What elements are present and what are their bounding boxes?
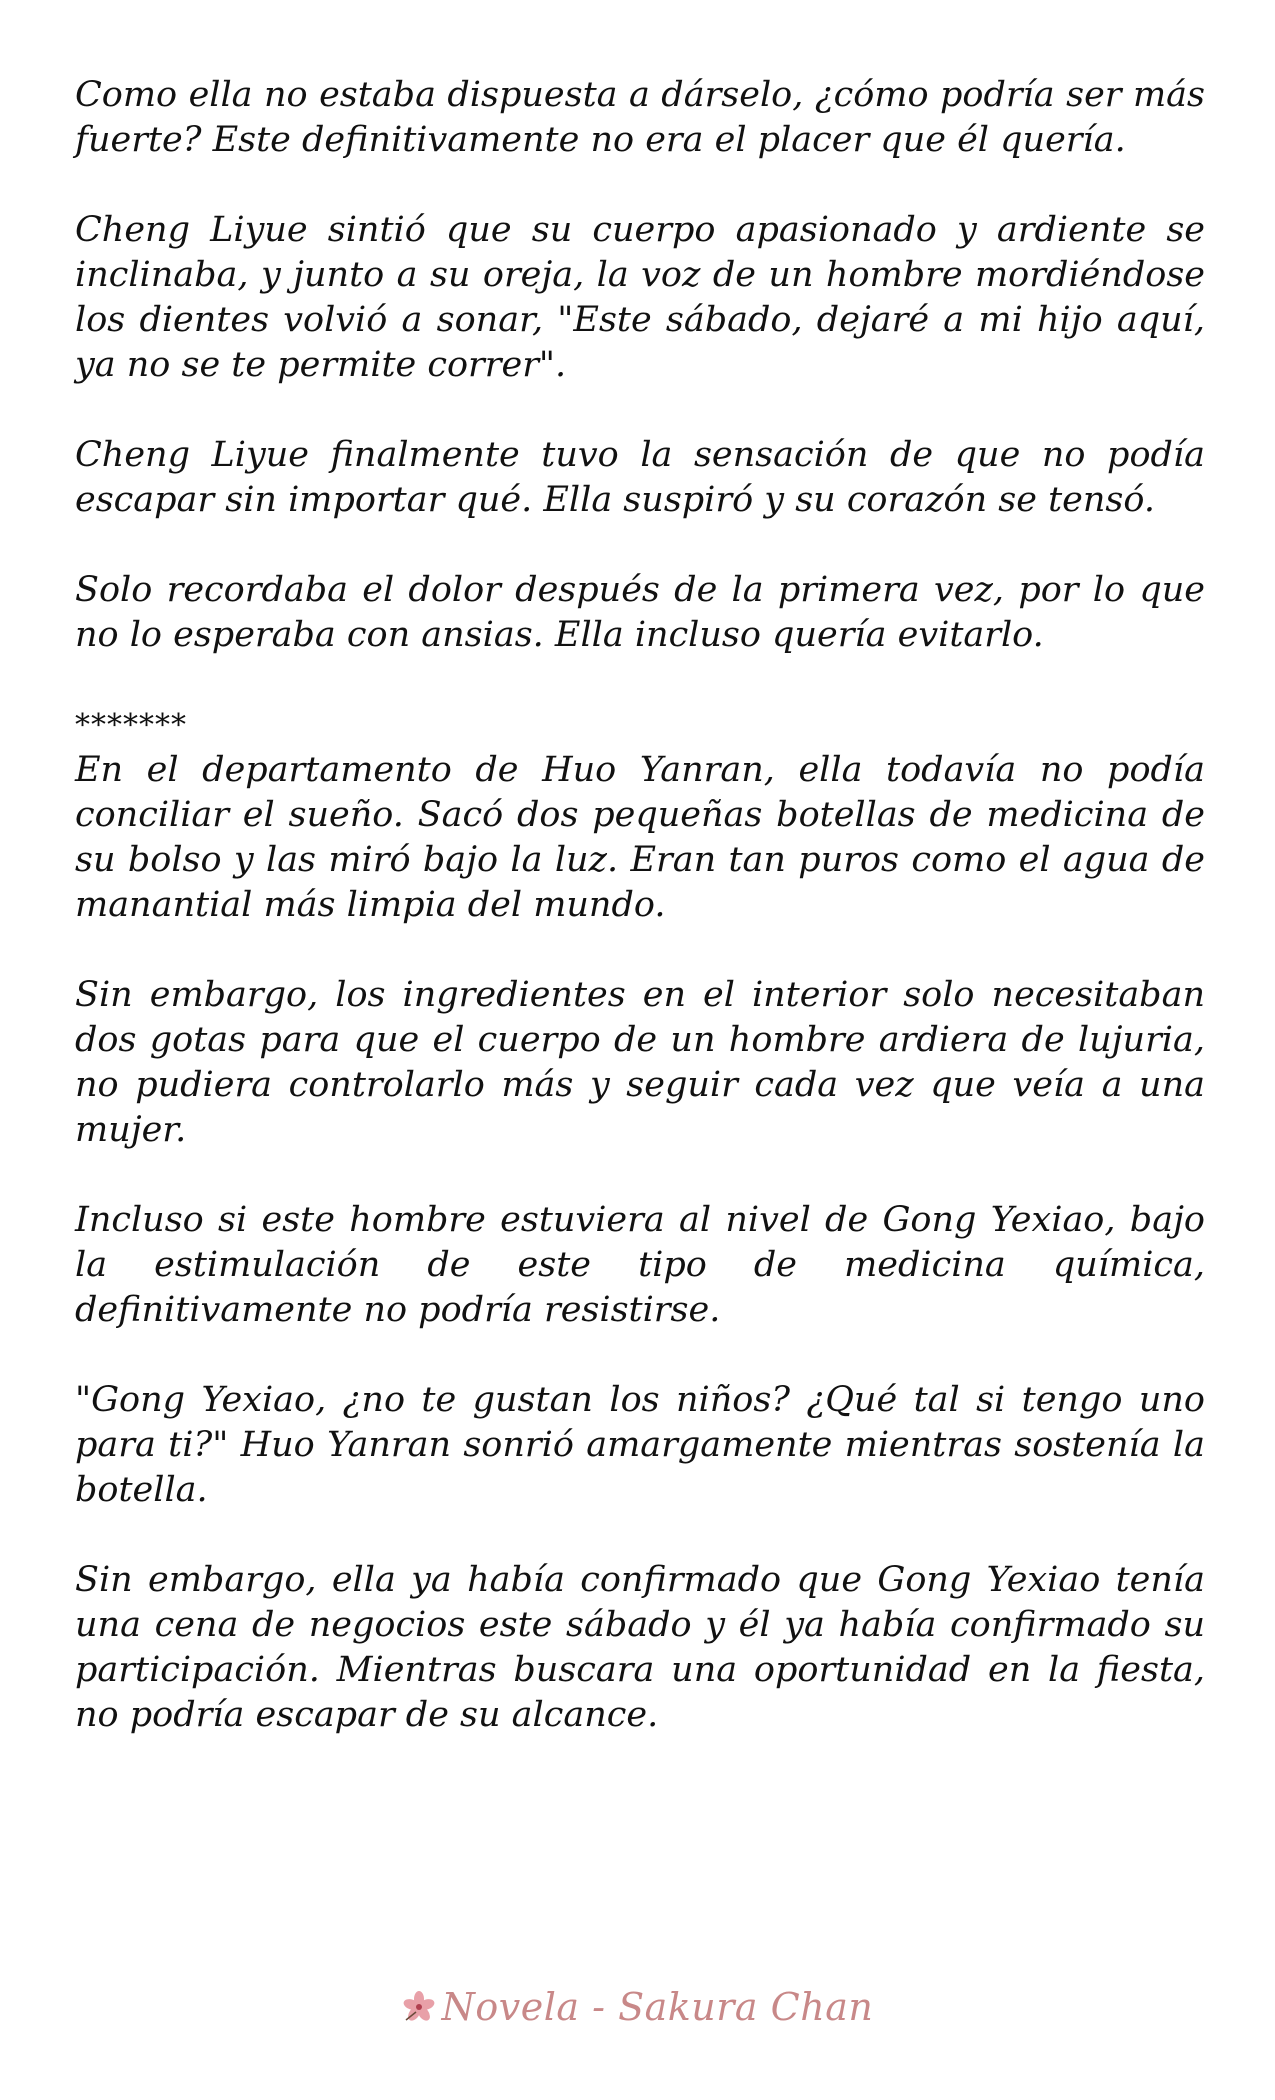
paragraph-4: Solo recordaba el dolor después de la primera vez, por lo que no lo esperaba con ansias. Ella incluso quería evitarlo. — [75, 570, 1205, 655]
story-text — [75, 73, 1205, 1783]
sakura-flower-icon — [402, 1989, 436, 2023]
paragraph-3: Cheng Liyue finalmente tuvo la sensación de que no podía escapar sin importar qué. Ella suspiró y su corazón se tensó. — [75, 435, 1205, 520]
paragraph-6: Sin embargo, los ingredientes en el interior solo necesitaban dos gotas para que el cuerpo de un hombre ardiera de lujuria, no pudiera controlarlo más y seguir cada vez que veía a una mujer. — [75, 975, 1205, 1150]
scene-separator: ******* — [75, 708, 187, 743]
paragraph-5: En el departamento de Huo Yanran, ella todavía no podía conciliar el sueño. Sacó dos pequeñas botellas de medicina de su bolso y las miró bajo la luz. Eran tan puros como el agua de manantial más limpia del mundo. — [75, 750, 1205, 925]
paragraph-2: Cheng Liyue sintió que su cuerpo apasionado y ardiente se inclinaba, y junto a su oreja, la voz de un hombre mordiéndose los dientes volvió a sonar, "Este sábado, dejaré a mi hijo aquí, ya no se te permite correr". — [75, 210, 1205, 385]
paragraph-8: "Gong Yexiao, ¿no te gustan los niños? ¿Qué tal si tengo uno para ti?" Huo Yanran sonrió amargamente mientras sostenía la botella. — [75, 1380, 1205, 1510]
watermark-text: Novela - Sakura Chan — [441, 1985, 874, 2029]
paragraph-9: Sin embargo, ella ya había confirmado que Gong Yexiao tenía una cena de negocios este sábado y él ya había confirmado su participación. Mientras buscara una oportunidad en la fiesta, no podría escapar de su alcance. — [75, 1560, 1205, 1735]
paragraph-7: Incluso si este hombre estuviera al nivel de Gong Yexiao, bajo la estimulación de este tipo de medicina química, definitivamente no podría resistirse. — [75, 1200, 1205, 1330]
watermark — [0, 1985, 1275, 2029]
paragraph-1: Como ella no estaba dispuesta a dárselo, ¿cómo podría ser más fuerte? Este definitivamente no era el placer que él quería. — [75, 75, 1205, 160]
